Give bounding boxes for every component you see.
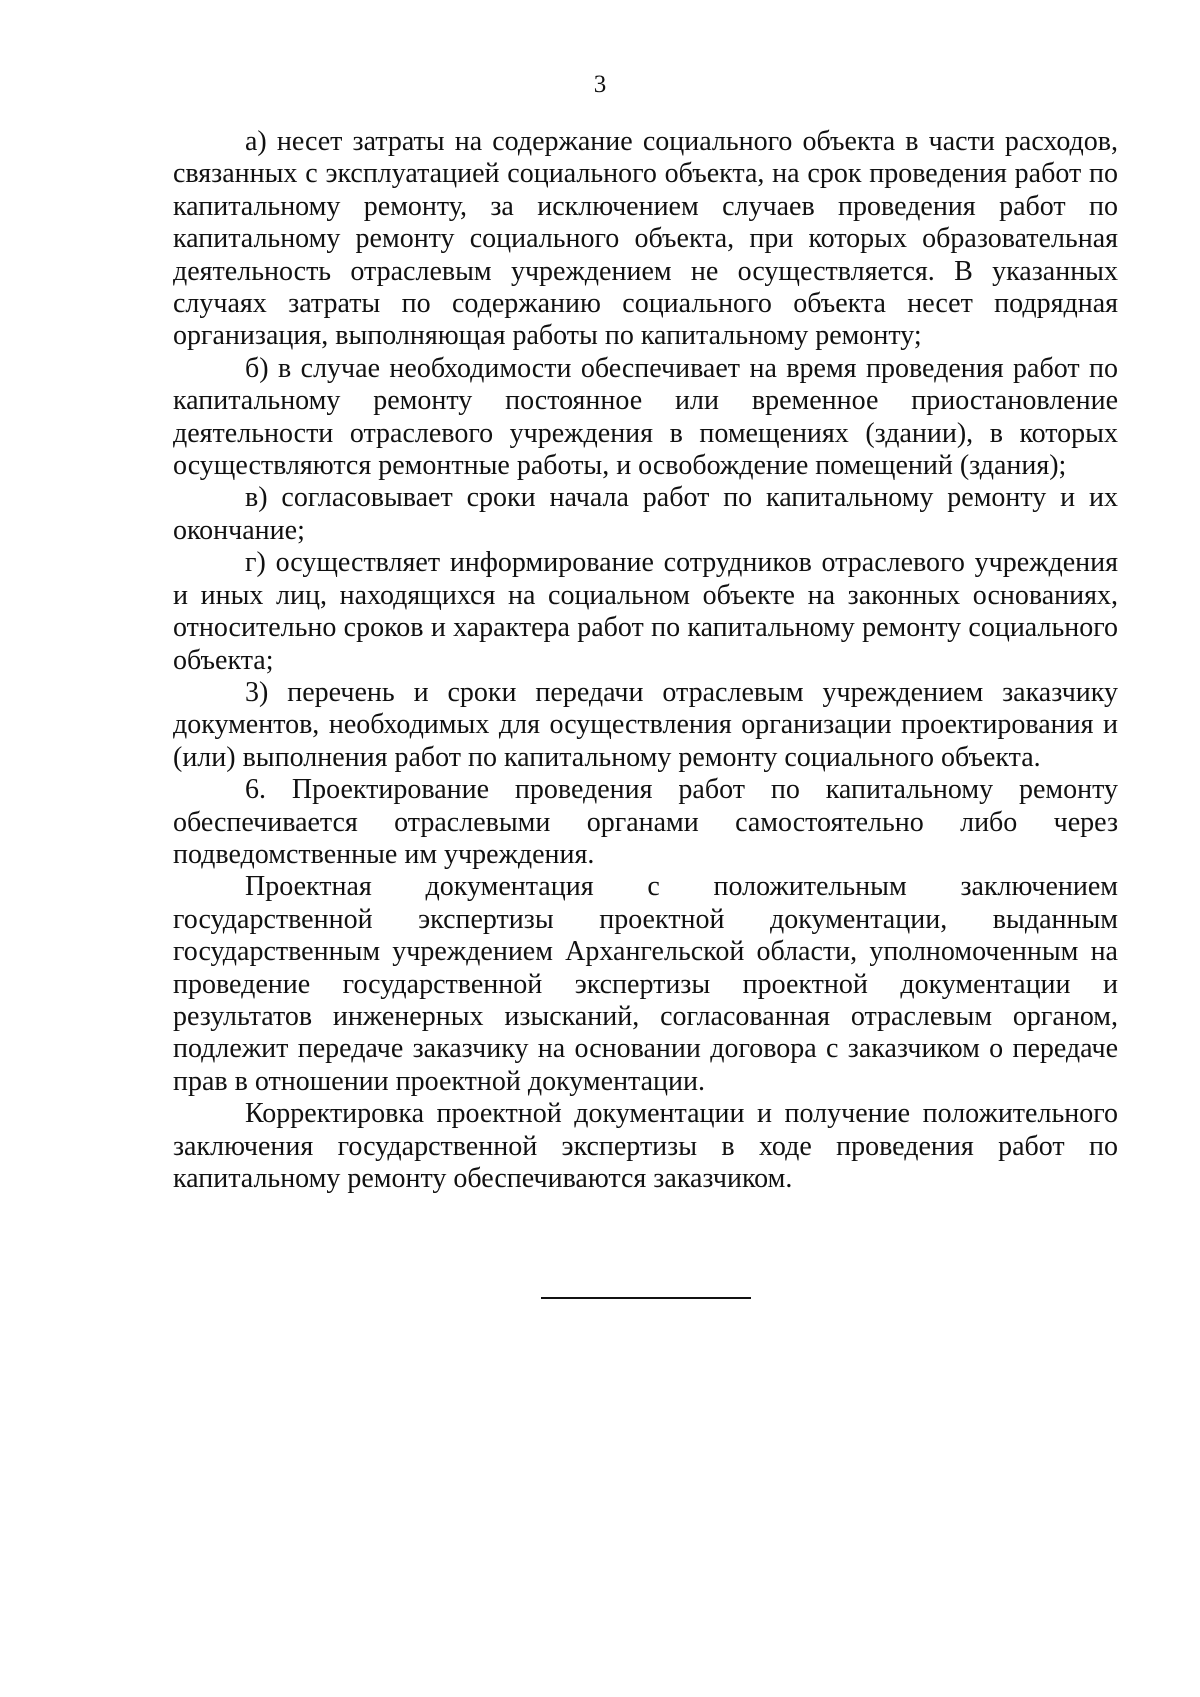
document-body xyxy=(173,126,1118,1195)
paragraph-g: г) осуществляет информирование сотрудников отраслевого учреждения и иных лиц, находящихся на социальном объекте на законных основаниях, относительно сроков и характера работ по капитальному ремонту социального объекта; xyxy=(173,547,1118,676)
paragraph-project-docs: Проектная документация с положительным заключением государственной экспертизы проектной документации, выданным государственным учреждением Архангельской области, уполномоченным на проведение государственной экспертизы проектной документации и результатов инженерных изысканий, согласованная отраслевым органом, подлежит передаче заказчику на основании договора с заказчиком о передаче прав в отношении проектной документации. xyxy=(173,871,1118,1097)
paragraph-3: 3) перечень и сроки передачи отраслевым учреждением заказчику документов, необходимых для осуществления организации проектирования и (или) выполнения работ по капитальному ремонту социального объекта. xyxy=(173,676,1118,773)
end-separator-line xyxy=(541,1297,751,1299)
paragraph-correction: Корректировка проектной документации и получение положительного заключения государственной экспертизы в ходе проведения работ по капитальному ремонту обеспечиваются заказчиком. xyxy=(173,1098,1118,1194)
paragraph-v: в) согласовывает сроки начала работ по капитальному ремонту и их окончание; xyxy=(173,482,1118,546)
page-number: 3 xyxy=(593,71,607,98)
paragraph-6: 6. Проектирование проведения работ по капитальному ремонту обеспечивается отраслевыми органами самостоятельно либо через подведомственные им учреждения. xyxy=(173,774,1118,870)
paragraph-b: б) в случае необходимости обеспечивает на время проведения работ по капитальному ремонту постоянное или временное приостановление деятельности отраслевого учреждения в помещениях (здании), в которых осуществляются ремонтные работы, и освобождение помещений (здания); xyxy=(173,352,1118,482)
paragraph-a: а) несет затраты на содержание социального объекта в части расходов, связанных с эксплуатацией социального объекта, на срок проведения работ по капитальному ремонту, за исключением случаев проведения работ по капитальному ремонту социального объекта, при которых образовательная деятельность отраслевым учреждением не осуществляется. В указанных случаях затраты по содержанию социального объекта несет подрядная организация, выполняющая работы по капитальному ремонту; xyxy=(173,126,1118,352)
